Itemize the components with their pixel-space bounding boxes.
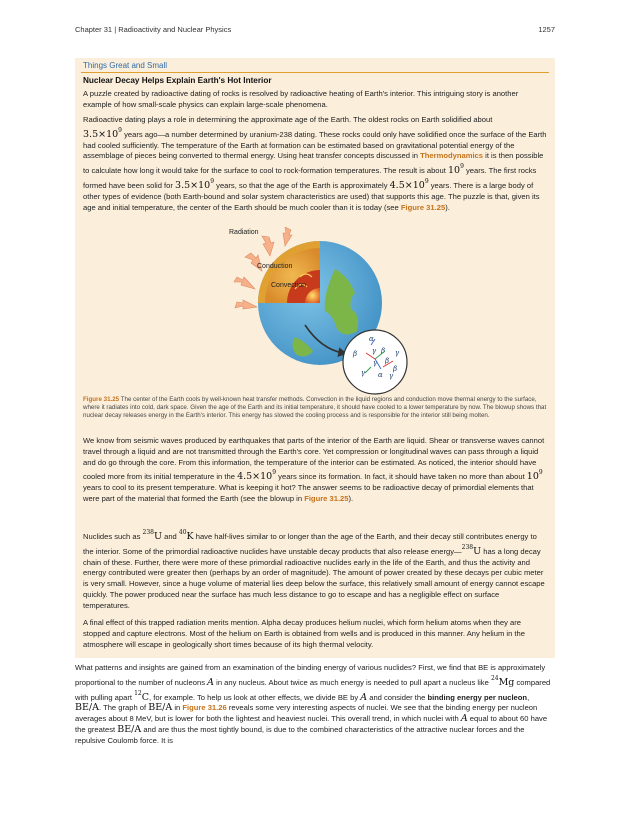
decay-particle: β bbox=[353, 350, 358, 358]
radiation-arrow bbox=[234, 277, 255, 289]
math-expression: $4.5\times 10^9$ bbox=[237, 469, 277, 483]
figure-caption: Figure 31.25 The center of the Earth cools by well-known heat transfer methods. Convection in the liquid regions and conduction move thermal energy to the surface, where it radiates into cold, dark space. Given the age of the Earth and its initial temperature, it should have cooled to a lower temperature by now. The blowup shows that nuclear decay releases energy in the Earth's interior. This energy has slowed the cooling process and is responsible for the interior still being molten. bbox=[83, 396, 547, 420]
nuclide-symbol: $^{12}$C bbox=[134, 689, 150, 703]
paragraph-seismic: We know from seismic waves produced by earthquakes that parts of the interior of the Earth are liquid. Shear or transverse waves cannot travel through a liquid and are not transmitted through the Earth's core. Yet compression or longitudinal waves can pass through a liquid and do go through the core. From this information, the temperature of the interior can be estimated. As noticed, the interior should have cooled more from its initial temperature in the $4.5\times 10^9$ years since its formation. In fact, it should have taken no more than about $10^9$ years to cool to its present temperature. What is keeping it hot? The answer seems to be radioactive decay of primordial elements that were part of the material that formed the Earth (see the blowup in Figure 31.25). bbox=[83, 436, 545, 503]
feature-divider bbox=[81, 72, 549, 73]
nuclide-symbol: $^{238}$U bbox=[142, 529, 162, 542]
chapter-title: Chapter 31 | Radioactivity and Nuclear Physics bbox=[75, 25, 232, 34]
page-header bbox=[75, 25, 555, 37]
decay-particle: α bbox=[369, 335, 374, 343]
math-expression: $4.5\times 10^9$ bbox=[389, 177, 429, 191]
decay-particle: β bbox=[381, 347, 386, 355]
radiation-label: Radiation bbox=[229, 229, 259, 236]
decay-particle: γ bbox=[395, 349, 400, 357]
link-thermodynamics[interactable]: Thermodynamics bbox=[420, 151, 484, 161]
decay-particle: γ bbox=[372, 347, 377, 355]
paragraph-helium: A final effect of this trapped radiation merits mention. Alpha decay produces helium nuclei, which form helium atoms when they are stopped and capture electrons. Most of the helium on Earth is obtained from wells and is produced in this manner. Any helium in the atmosphere will escape in geologically short times because of its high thermal velocity. bbox=[83, 618, 525, 649]
math-expression: $10^9$ bbox=[526, 469, 543, 483]
decay-particle: γ bbox=[373, 359, 378, 367]
math-expression: $3.5\times 10^9$ bbox=[175, 177, 215, 191]
decay-particle: α bbox=[378, 371, 383, 379]
link-figure-31-25[interactable]: Figure 31.25 bbox=[400, 202, 446, 212]
conduction-label: Conduction bbox=[257, 263, 293, 270]
radiation-arrow bbox=[283, 227, 292, 246]
paragraph-age: Radioactive dating plays a role in determining the approximate age of the Earth. The oldest rocks on Earth solidified about $3.5\times 10^9$ years ago—a number determined by uranium-238 dating. These rocks could only have solidified once the surface of the Earth had cooled sufficiently. The temperature of the Earth at formation can be estimated based on gravitational potential energy of the assemblage of pieces being converted to thermal energy. Using heat transfer concepts discussed in Thermodynamics it is then possible to calculate how long it would take for the surface to cool to rock-formation temperatures. The result is about $10^9$ years. The first rocks formed have been solid for $3.5\times 10^9$ years, so that the age of the Earth is approximately $4.5\times 10^9$ years. There is a large body of other types of evidence (both Earth-bound and solar system characteristics are used) that supports this age. The puzzle is that, given its age and initial temperature, the center of the Earth should be much cooler than it is today (see Figure 31.25). bbox=[83, 115, 547, 212]
math-expression: $3.5\times 10^9$ bbox=[83, 126, 122, 140]
radiation-arrow bbox=[235, 300, 257, 309]
nuclide-symbol: $^{24}$Mg bbox=[490, 674, 515, 688]
paragraph-nuclides: Nuclides such as $^{238}$U and $^{40}$K have half-lives similar to or longer than the age of the Earth, and their decay still contributes energy to the interior. Some of the primordial radioactive nuclides have unstable decay products that also release energy—$^{238}$U has a long decay chain of these. Further, there were more of these primordial radioactive nuclides early in the life of the Earth, and thus the activity and energy contributed were greater then (perhaps by an order of magnitude). The amount of power created by these decays per cubic meter is very small. However, since a huge volume of material lies deep below the surface, this relatively small amount of energy cannot escape quickly. The power produced near the surface has much less distance to go to escape and has a negligible effect on surface temperatures. bbox=[83, 529, 545, 610]
link-figure-31-25[interactable]: Figure 31.25 bbox=[304, 493, 349, 503]
figure-label: Figure 31.25 bbox=[83, 396, 120, 403]
decay-particle: γ bbox=[389, 372, 394, 380]
radiation-arrow bbox=[262, 236, 274, 256]
feature-box bbox=[75, 58, 555, 658]
decay-particle: β bbox=[393, 365, 398, 373]
paragraph-intro: A puzzle created by radioactive dating of rocks is resolved by radioactive heating of Earth's interior. This intriguing story is another example of how small-scale physics can explain large-scale phenomena. bbox=[83, 89, 519, 109]
math-expression: $10^9$ bbox=[447, 163, 464, 177]
earth-cross-section-figure bbox=[225, 227, 415, 397]
decay-particle: β bbox=[385, 357, 390, 365]
page-number: 1257 bbox=[538, 25, 555, 34]
nuclide-symbol: $^{238}$U bbox=[461, 543, 482, 557]
feature-box-title: Things Great and Small bbox=[83, 61, 168, 70]
term-binding-energy-per-nucleon: binding energy per nucleon bbox=[427, 692, 528, 702]
link-figure-31-26[interactable]: Figure 31.26 bbox=[182, 703, 227, 713]
nuclide-symbol: $^{40}$K bbox=[178, 529, 194, 542]
paragraph-binding-energy: What patterns and insights are gained from an examination of the binding energy of various nuclides? First, we find that BE is approximately proportional to the number of nucleons A in any nucleus. About twice as much energy is needed to pull apart a nucleus like $^{24}$Mg compared with pulling apart $^{12}$C, for example. To help us look at other effects, we divide BE by A and consider the binding energy per nucleon, BE/A. The graph of BE/A in Figure 31.26 reveals some very interesting aspects of nuclei. We see that the binding energy per nucleon averages about 8 MeV, but is lower for both the lightest and heaviest nuclei. This overall trend, in which nuclei with A equal to about 60 have the greatest BE/A and are thus the most tightly bound, is due to the combined characteristics of the attractive nuclear forces and the repulsive Coulomb force. It is bbox=[75, 663, 551, 745]
feature-heading: Nuclear Decay Helps Explain Earth's Hot Interior bbox=[83, 76, 272, 85]
convection-label: Convection bbox=[271, 282, 307, 289]
decay-particle: γ bbox=[361, 369, 366, 377]
